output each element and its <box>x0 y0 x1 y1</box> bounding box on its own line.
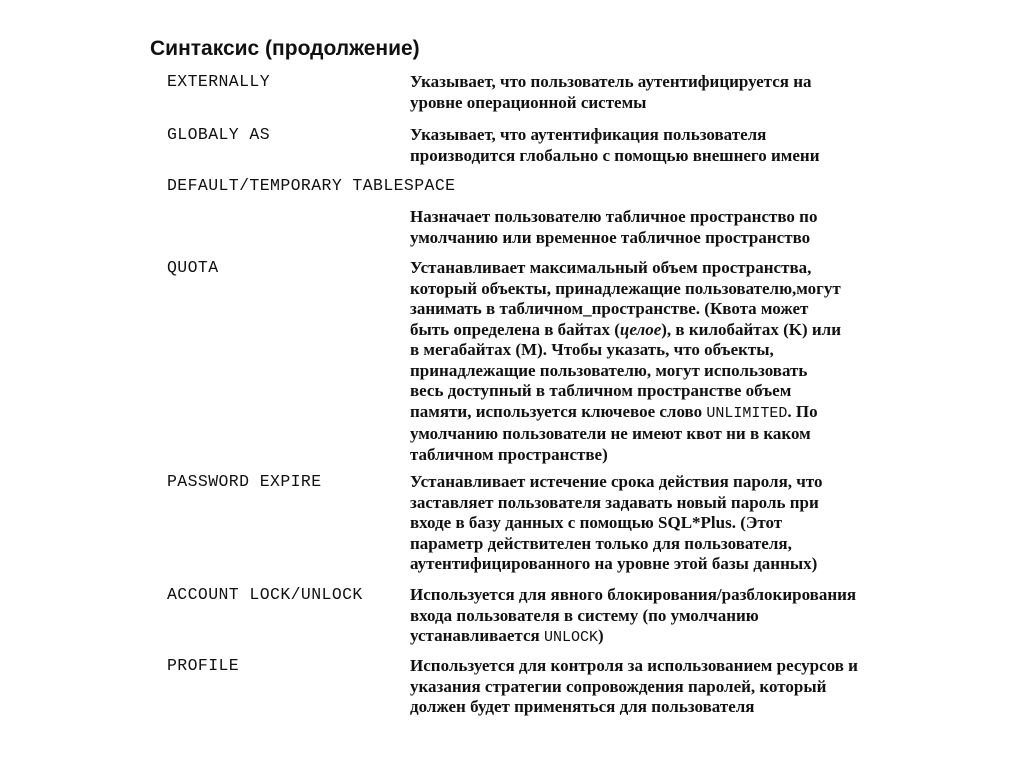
definition-line: производится глобально с помощью внешнего имени <box>410 145 820 165</box>
definition-text: . По <box>787 401 818 421</box>
definition-line <box>410 402 930 425</box>
definition-italic-term: целое <box>619 319 662 339</box>
definition-text: устанавливается <box>410 626 544 645</box>
definition-line: должен будет применяться для пользователя <box>410 697 755 716</box>
keyword-unlock: UNLOCK <box>543 629 598 646</box>
definition-line: умолчанию пользователи не имеют квот ни в каком <box>410 424 811 443</box>
definition-text: быть определена в байтах ( <box>410 319 620 339</box>
definition-line: входа пользователя в систему (по умолчанию <box>410 605 759 625</box>
term-account-lock-unlock: ACCOUNT LOCK/UNLOCK <box>167 585 363 604</box>
term-password-expire: PASSWORD EXPIRE <box>167 472 322 491</box>
term-externally: EXTERNALLY <box>167 72 271 91</box>
keyword-unlimited: UNLIMITED <box>706 404 788 422</box>
definition-line: входе в базу данных с помощью SQL*Plus. (Этот <box>410 513 783 532</box>
definition-line: который объекты, принадлежащие пользователю,могут <box>410 278 841 298</box>
definition-line: Указывает, что аутентификация пользователя <box>410 125 767 144</box>
definition-account-lock-unlock <box>410 585 930 649</box>
definition-globaly-as <box>410 125 930 166</box>
definition-externally <box>410 72 930 113</box>
definition-line <box>410 320 930 341</box>
definition-line: Устанавливает истечение срока действия пароля, что <box>410 472 823 491</box>
definition-line: умолчанию или временное табличное пространство <box>410 227 811 247</box>
definition-text: памяти, используется ключевое слово <box>410 401 707 421</box>
definition-line: Используется для явного блокирования/разблокирования <box>410 585 857 604</box>
definition-line: параметр действителен только для пользователя, <box>410 533 792 553</box>
term-globaly-as: GLOBALY AS <box>167 125 271 144</box>
definition-text: ), в килобайтах (K) или <box>661 319 842 339</box>
definition-quota <box>410 258 930 465</box>
definition-line: уровне операционной системы <box>410 92 647 112</box>
definition-line <box>410 626 930 649</box>
definition-line: Используется для контроля за использованием ресурсов и <box>410 656 858 675</box>
definition-line: весь доступный в табличном пространстве объем <box>410 381 792 400</box>
definition-line: Указывает, что пользователь аутентифицируется на <box>410 72 812 91</box>
definition-line: принадлежащие пользователю, могут использовать <box>410 360 808 380</box>
definition-line: заставляет пользователя задавать новый пароль при <box>410 492 819 512</box>
definition-default-temporary-tablespace <box>410 207 930 248</box>
term-quota: QUOTA <box>167 258 219 277</box>
definition-line: Устанавливает максимальный объем пространства, <box>410 258 812 277</box>
definition-text: ) <box>597 626 604 645</box>
definition-line: указания стратегии сопровождения паролей, который <box>410 676 827 696</box>
term-default-temporary-tablespace: DEFAULT/TEMPORARY TABLESPACE <box>167 176 456 195</box>
definition-line: занимать в табличном_пространстве. (Квота может <box>410 299 809 318</box>
definition-line: в мегабайтах (M). Чтобы указать, что объекты, <box>410 340 774 359</box>
definition-line: Назначает пользователю табличное пространство по <box>410 207 818 226</box>
term-profile: PROFILE <box>167 656 240 675</box>
definition-password-expire <box>410 472 930 575</box>
definition-line: табличном пространстве) <box>410 444 608 464</box>
page-title: Синтаксис (продолжение) <box>150 37 420 60</box>
definition-line: аутентифицированного на уровне этой базы данных) <box>410 554 818 573</box>
definition-profile <box>410 656 930 718</box>
